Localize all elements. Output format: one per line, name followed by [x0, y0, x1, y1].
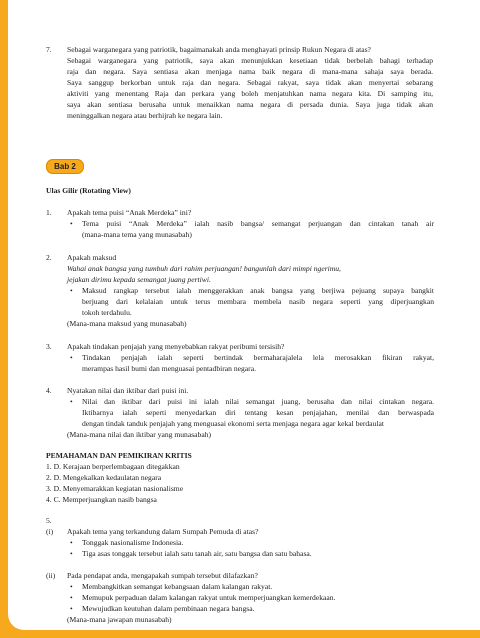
- q1-question: Apakah tema puisi “Anak Merdeka” ini?: [67, 208, 192, 217]
- bullet: •: [70, 397, 73, 406]
- bullet: •: [70, 538, 73, 547]
- q5-note: (Mana-mana jawapan munasabah): [67, 615, 172, 624]
- bullet: •: [70, 219, 73, 228]
- q5-part-ii-label: (ii): [46, 571, 56, 580]
- section-title-critical-thinking: PEMAHAMAN DAN PEMIKIRAN KRITIS: [46, 451, 192, 460]
- mcq-answer: 2. D. Mengekalkan kedaulatan negara: [46, 473, 162, 482]
- bullet: •: [70, 582, 73, 591]
- mcq-answer: 4. C. Memperjuangkan nasib bangsa: [46, 495, 157, 504]
- q7-question: Sebagai warganegara yang patriotik, bagaimanakah anda menghayati prinsip Rukun Negara di atas?: [67, 45, 371, 54]
- q7-answer-line: Saya sanggup berkorban untuk raja dan negara. Sebagai rakyat, saya tidak akan menyertai sebarang: [67, 78, 433, 87]
- q2-quote-line: jejakan dirimu kepada semangat juang pertiwi.: [67, 275, 211, 284]
- q7-answer-line: meninggalkan negara atau berhijrah ke negara lain.: [67, 111, 223, 120]
- q2-answer-line: tokoh terdahulu.: [82, 308, 132, 317]
- bullet: •: [70, 353, 73, 362]
- q5-part-ii-answer: Mewujudkan keutuhan dalam pembinaan negara bangsa.: [82, 604, 255, 613]
- q5-part-ii-question: Pada pendapat anda, mengapakah sumpah tersebut dilafazkan?: [67, 571, 258, 580]
- q4-question: Nyatakan nilai dan iktibar dari puisi ini.: [67, 386, 189, 395]
- q5-part-i-answer: Tonggak nasionalisme Indonesia.: [82, 538, 184, 547]
- q4-answer-line: Iktibarnya ialah seperti menyedarkan diri tentang kesan penjajahan, menilai dan berwaspada: [82, 408, 434, 417]
- q3-answer-line: Tindakan penjajah ialah seperti bertindak bermaharajalela lela merosakkan fikiran rakyat,: [82, 353, 434, 362]
- q7-number: 7.: [46, 45, 52, 54]
- bullet: •: [70, 286, 73, 295]
- q1-number: 1.: [46, 208, 52, 217]
- q5-number: 5.: [46, 516, 52, 525]
- q7-answer-line: saya akan sentiasa berusaha untuk menaikkan nama negara di persada dunia. Saya juga tidak akan: [67, 100, 433, 109]
- q2-answer-line: berjuang dari kelalaian untuk terus membara membela nasib negara seperti yang diperjuangkan: [82, 297, 434, 306]
- q4-note: (Mana-mana nilai dan iktibar yang munasabah): [67, 430, 212, 439]
- q2-quote-line: Wahai anak bangsa yang tumbuh dari rahim perjuangan! bangunlah dari mimpi ngerimu,: [67, 264, 341, 273]
- q5-part-i-label: (i): [46, 527, 54, 536]
- q4-answer-line: dengan tindak tanduk penjajah yang menguasai ekonomi serta menjaga negara agar kekal berdaulat: [82, 419, 384, 428]
- q7-answer-line: raja dan negara. Saya sentiasa akan menjaga nama baik negara di mana-mana sahaja saya berada.: [67, 67, 433, 76]
- section-title-rotating-view: Ulas Gilir (Rotating View): [46, 186, 131, 195]
- q1-answer-line: (mana-mana tema yang munasabah): [82, 230, 192, 239]
- q1-answer-line: Tema puisi “Anak Merdeka” ialah nasib bangsa/ semangat perjuangan dan cintakan tanah air: [82, 219, 434, 228]
- q3-number: 3.: [46, 342, 52, 351]
- q5-part-i-question: Apakah tema yang terkandung dalam Sumpah Pemuda di atas?: [67, 527, 259, 536]
- q3-answer-line: merampas hasil bumi dan menguasai pentadbiran negara.: [82, 364, 256, 373]
- q4-number: 4.: [46, 386, 52, 395]
- q5-part-ii-answer: Memupuk perpaduan dalam kalangan rakyat untuk memperjuangkan kemerdekaan.: [82, 593, 336, 602]
- q5-part-ii-answer: Membangkitkan semangat kebangsaan dalam kalangan rakyat.: [82, 582, 273, 591]
- q2-number: 2.: [46, 253, 52, 262]
- q4-answer-line: Nilai dan iktibar dari puisi ini ialah nilai semangat juang, berusaha dan nilai cintakan negara.: [82, 397, 434, 406]
- q7-answer-line: aktiviti yang menentang Raja dan perkara yang boleh menjatuhkan nama negara kita. Di samping itu,: [67, 89, 433, 98]
- mcq-answer: 1. D. Kerajaan berperlembagaan ditegakkan: [46, 462, 180, 471]
- mcq-answer: 3. D. Menyemarakkan kegiatan nasionalisme: [46, 484, 184, 493]
- q3-question: Apakah tindakan penjajah yang menyebabkan rakyat peribumi tersisih?: [67, 342, 285, 351]
- bullet: •: [70, 549, 73, 558]
- bullet: •: [70, 604, 73, 613]
- chapter-badge: Bab 2: [46, 159, 84, 174]
- q2-answer-line: Maksud rangkap tersebut ialah menggerakkan anak bangsa yang berjiwa pejuang supaya bangkit: [82, 286, 434, 295]
- bullet: •: [70, 593, 73, 602]
- q5-part-i-answer: Tiga asas tonggak tersebut ialah satu tanah air, satu bangsa dan satu bahasa.: [82, 549, 312, 558]
- q2-question: Apakah maksud: [67, 253, 117, 262]
- q7-answer-line: Sebagai warganegara yang patriotik, saya akan menunjukkan kesetiaan tidak berbelah bahagi terhadap: [67, 56, 433, 65]
- q2-note: (Mana-mana maksud yang munasabah): [67, 319, 187, 328]
